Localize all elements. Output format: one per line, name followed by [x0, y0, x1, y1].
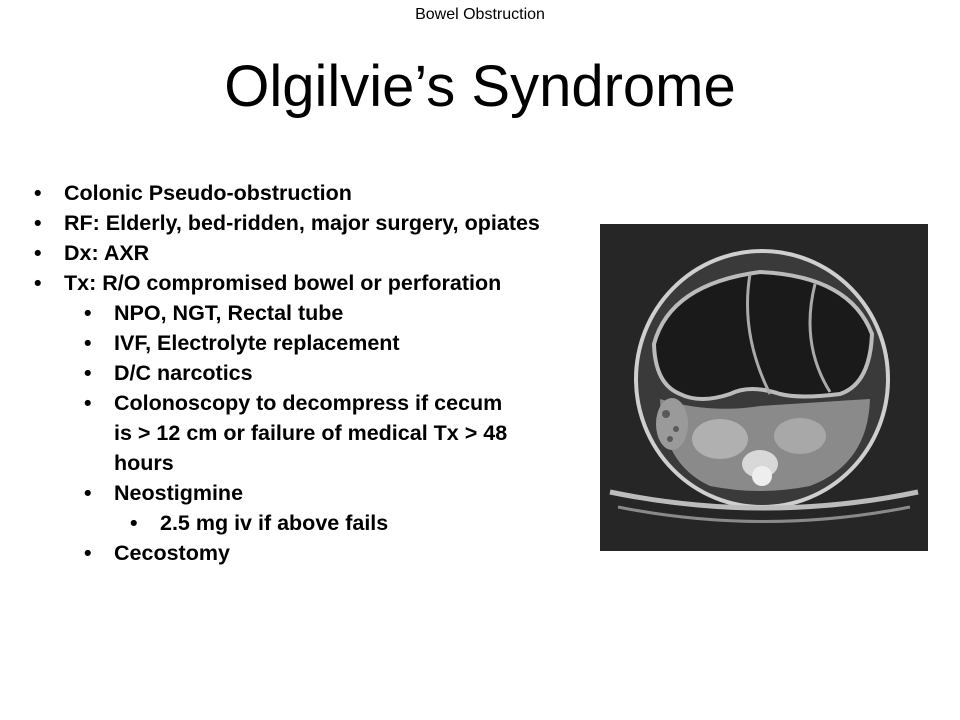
header-title: Bowel Obstruction — [415, 6, 545, 23]
bullet-item — [34, 238, 574, 268]
sub-bullet-item — [34, 298, 574, 328]
bullet-text: Colonic Pseudo-obstruction — [64, 181, 352, 205]
sub-sub-bullet-item — [34, 508, 574, 538]
bullet-dot-icon: • — [84, 481, 92, 505]
bullet-text: Dx: AXR — [64, 241, 150, 265]
bullet-text: Tx: R/O compromised bowel or perforation — [64, 271, 502, 295]
sub-bullet-text: Cecostomy — [114, 541, 230, 565]
bullet-dot-icon: • — [84, 301, 92, 325]
sub-bullet-text: D/C narcotics — [114, 361, 253, 385]
bullet-dot-icon: • — [84, 391, 92, 415]
bullet-dot-icon: • — [34, 211, 42, 235]
bullet-item — [34, 208, 574, 238]
bullet-text: RF: Elderly, bed-ridden, major surgery, opiates — [64, 211, 540, 235]
bullet-list — [34, 178, 574, 568]
slide-title: Olgilvie’s Syndrome — [224, 54, 736, 119]
sub-bullet-text: IVF, Electrolyte replacement — [114, 331, 400, 355]
sub-bullet-item — [34, 478, 574, 508]
sub-bullet-item — [34, 388, 514, 478]
sub-bullet-text: Neostigmine — [114, 481, 244, 505]
bullet-dot-icon: • — [130, 511, 138, 535]
bullet-dot-icon: • — [34, 271, 42, 295]
sub-bullet-item — [34, 358, 574, 388]
sub-bullet-text: NPO, NGT, Rectal tube — [114, 301, 344, 325]
bullet-dot-icon: • — [34, 241, 42, 265]
bullet-dot-icon: • — [34, 181, 42, 205]
bullet-dot-icon: • — [84, 541, 92, 565]
bullet-dot-icon: • — [84, 331, 92, 355]
bullet-item — [34, 178, 574, 208]
bullet-dot-icon: • — [84, 361, 92, 385]
bullet-item — [34, 268, 534, 298]
sub-bullet-text: Colonoscopy to decompress if cecum is > 12 cm or failure of medical Tx > 48 hours — [114, 391, 508, 475]
sub-bullet-item — [34, 328, 574, 358]
sub-sub-bullet-text: 2.5 mg iv if above fails — [160, 511, 389, 535]
sub-bullet-item — [34, 538, 574, 568]
ct-scan-image — [600, 224, 928, 551]
ct-scan-drawing — [600, 224, 928, 551]
